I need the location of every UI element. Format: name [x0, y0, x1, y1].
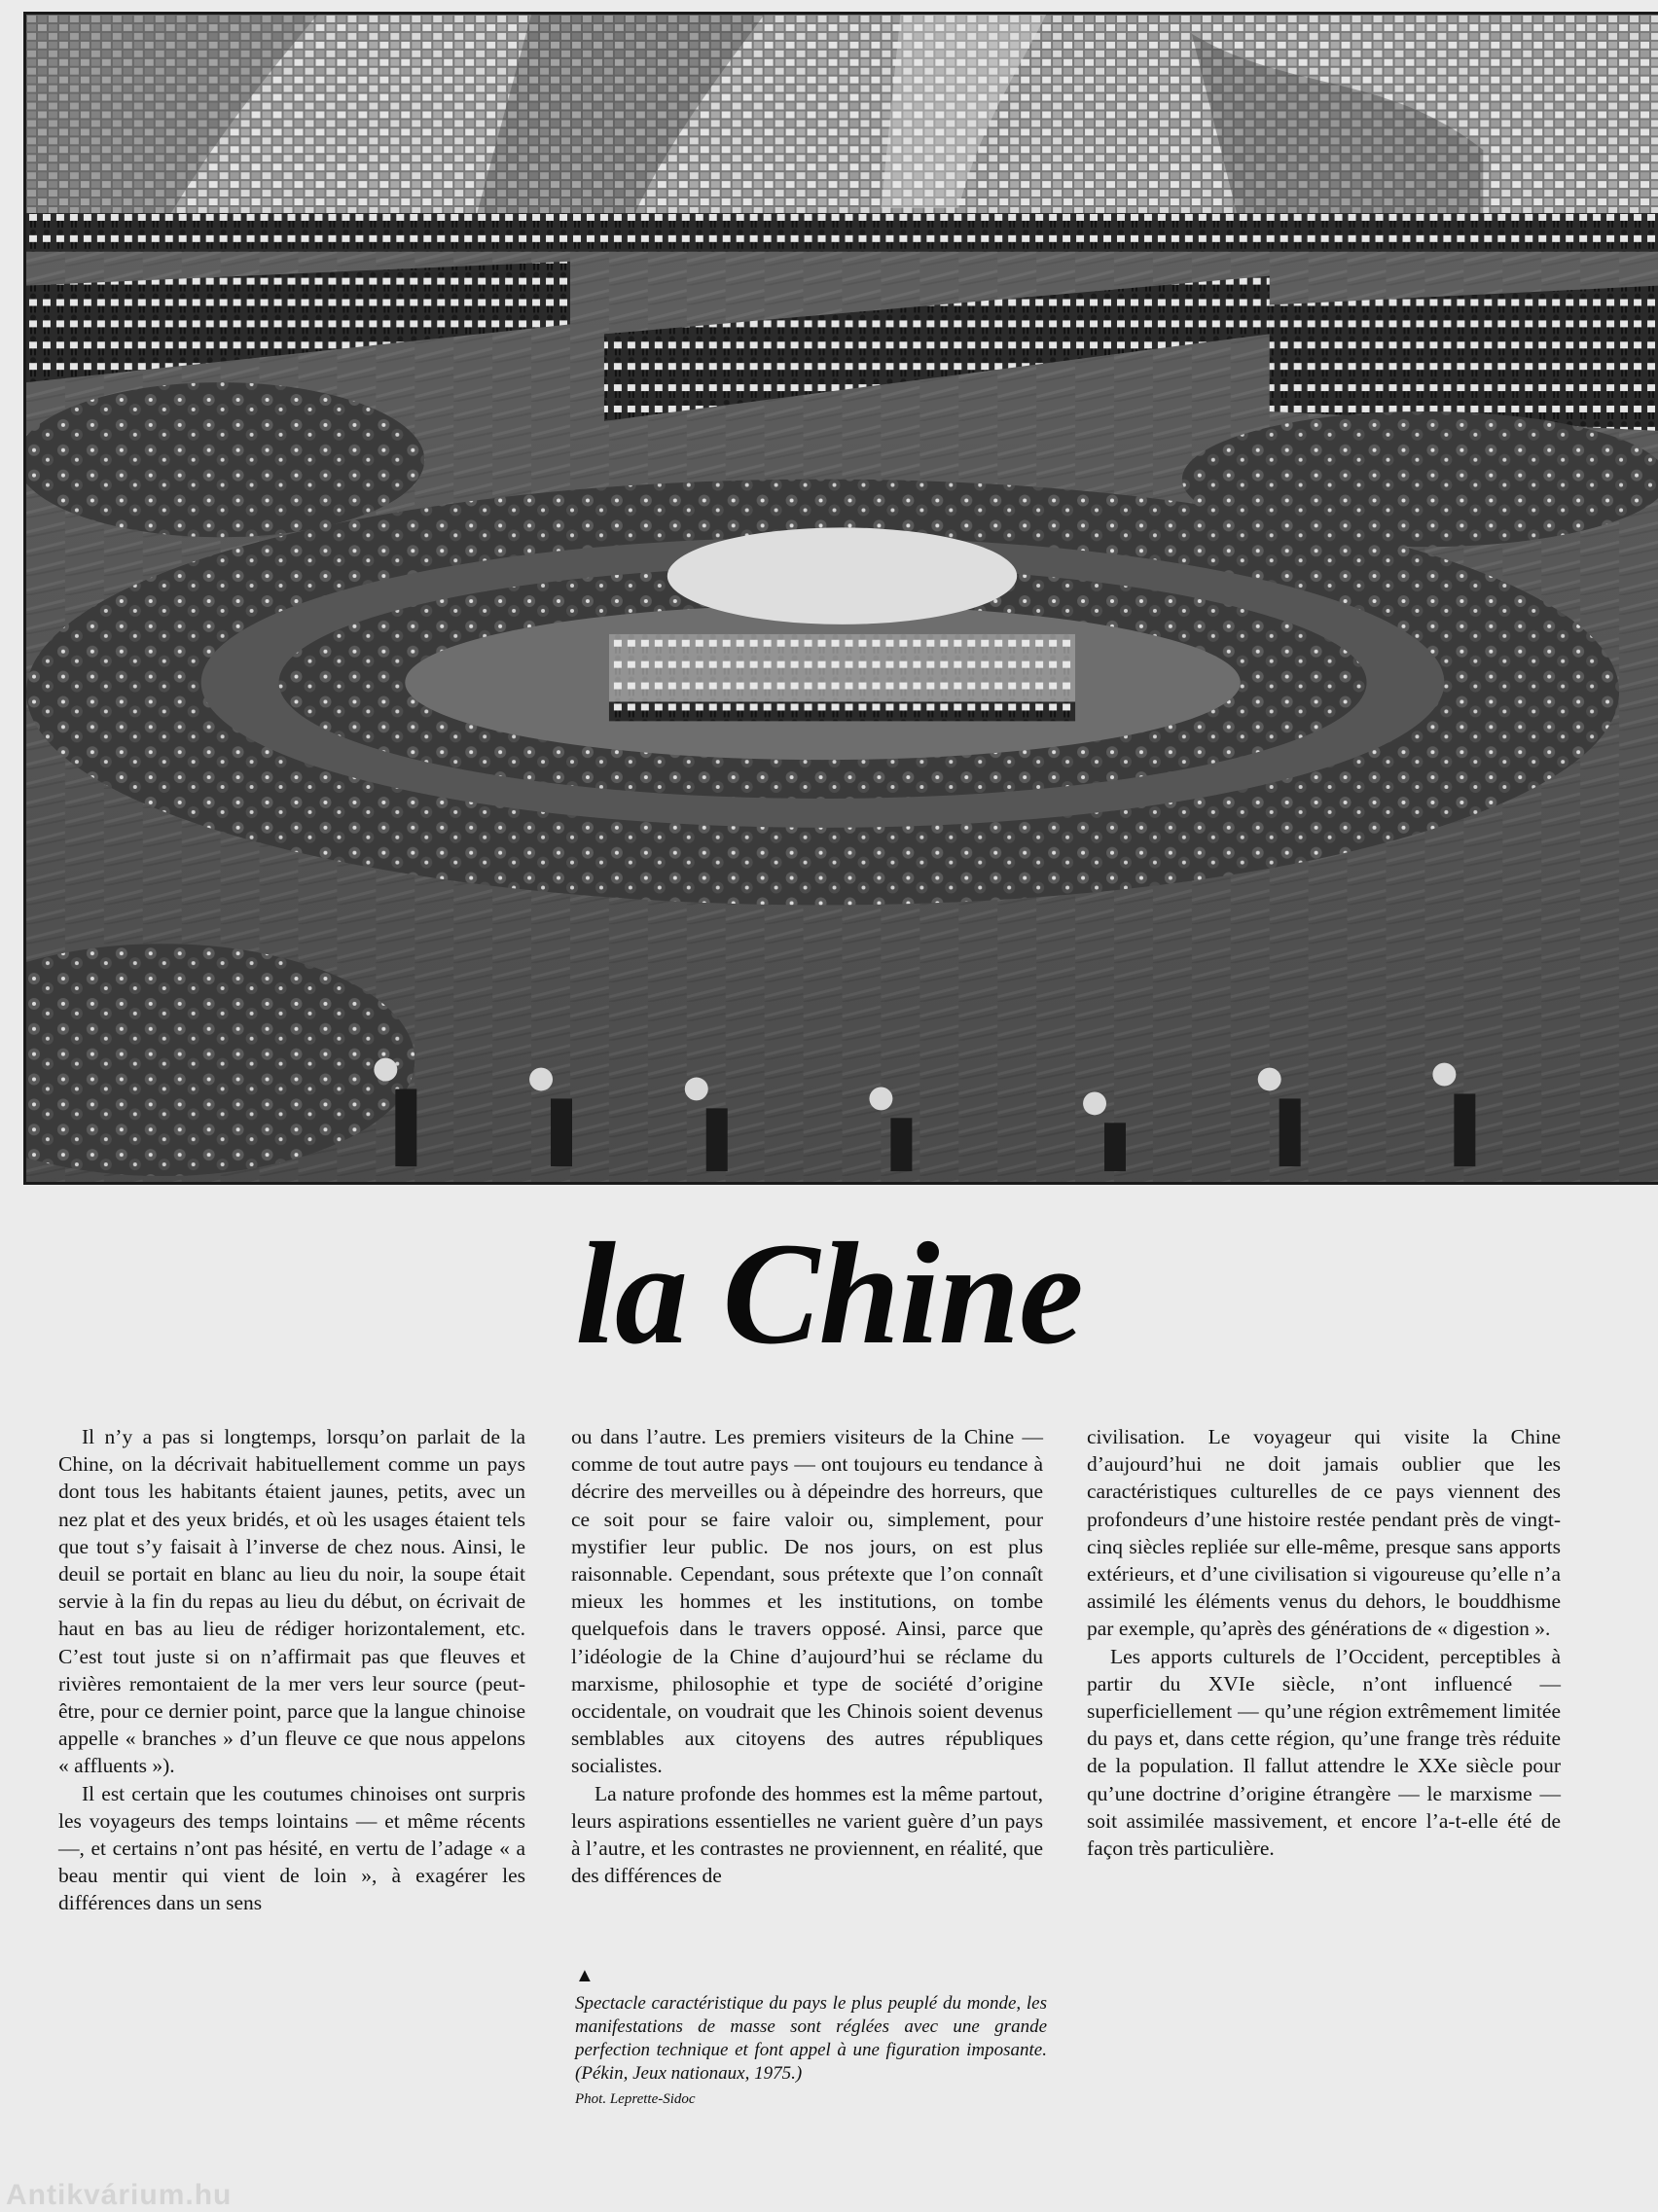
- photo-caption: [575, 1965, 1047, 2109]
- paragraph: La nature profonde des hommes est la même partout, leurs aspirations essentielles ne varient guère d’un pays à l’autre, et les contrastes ne proviennent, en réalité, que des différences de: [571, 1781, 1043, 1888]
- stadium-photo-illustration: [26, 15, 1658, 1182]
- page-title: la Chine: [575, 1213, 1083, 1374]
- paragraph: ou dans l’autre. Les premiers visiteurs de la Chine — comme de tout autre pays — ont toujours eu tendance à décrire des merveilles ou à dépeindre des horreurs, que ce soit pour se faire valoir ou, simplement, pour mystifier leur public. De nos jours, on est plus raisonnable. Cependant, sous prétexte que l’on connaît mieux les hommes et les institutions, on tombe quelquefois dans le travers opposé. Ainsi, parce que l’idéologie de la Chine d’aujourd’hui se réclame du marxisme, philosophie et type de société d’origine occidentale, on voudrait que les Chinois soient devenus semblables aux citoyens des autres républiques socialistes.: [571, 1425, 1043, 1778]
- triangle-up-icon: ▲: [575, 1965, 595, 1986]
- watermark: Antikvárium.hu: [6, 2179, 233, 2211]
- caption-text: Spectacle caractéristique du pays le plus peuplé du monde, les manifestations de masse sont réglées avec une grande perfection technique et font appel à une figuration imposante. (Pékin, Jeux nationaux, 1975.): [575, 1993, 1047, 2084]
- paragraph: civilisation. Le voyageur qui visite la Chine d’aujourd’hui ne doit jamais oublier que les caractéristiques culturelles de ce pays viennent des profondeurs d’une histoire restée pendant près de vingt-cinq siècles repliée sur elle-même, presque sans apports extérieurs, et d’une civilisation si vigoureuse qu’elle n’a assimilé les éléments venus du dehors, le bouddhisme par exemple, qu’après des générations de « digestion ».: [1087, 1425, 1561, 1641]
- paragraph: Les apports culturels de l’Occident, perceptibles à partir du XVIe siècle, n’ont influencé — superficiellement — qu’une région extrêmement limitée du pays et, dans cette région, qu’une frange très réduite de la population. Il fallut attendre le XXe siècle pour qu’une doctrine d’origine étrangère — le marxisme — soit assimilée massivement, et encore l’a-t-elle été de façon très particulière.: [1087, 1644, 1561, 1861]
- photo-credit: Phot. Leprette-Sidoc: [575, 2091, 696, 2107]
- paragraph: Il est certain que les coutumes chinoises ont surpris les voyageurs des temps lointains — et même récents —, et certains n’ont pas hésité, en vertu de l’adage « a beau mentir qui vient de loin », à exagérer les différences dans un sens: [58, 1781, 525, 1915]
- article-column-2: [571, 1423, 1043, 1889]
- paragraph: Il n’y a pas si longtemps, lorsqu’on parlait de la Chine, on la décrivait habituellement comme un pays dont tous les habitants étaient jaunes, petits, avec un nez plat et des yeux bridés, et où les usages étaient tels que tout s’y faisait à l’inverse de chez nous. Ainsi, le deuil se portait en blanc au lieu du noir, la soupe était servie à la fin du repas au lieu du début, on écrivait de haut en bas au lieu de rédiger horizontalement, etc. C’est tout juste si on n’affirmait pas que fleuves et rivières remontaient de la mer vers leur source (peut-être, pour ce dernier point, parce que la langue chinoise appelle « branches » d’un fleuve ce que nous appelons « affluents »).: [58, 1425, 525, 1778]
- stadium-photo: [23, 12, 1658, 1185]
- article-column-1: [58, 1423, 525, 1917]
- article-column-3: [1087, 1423, 1561, 1862]
